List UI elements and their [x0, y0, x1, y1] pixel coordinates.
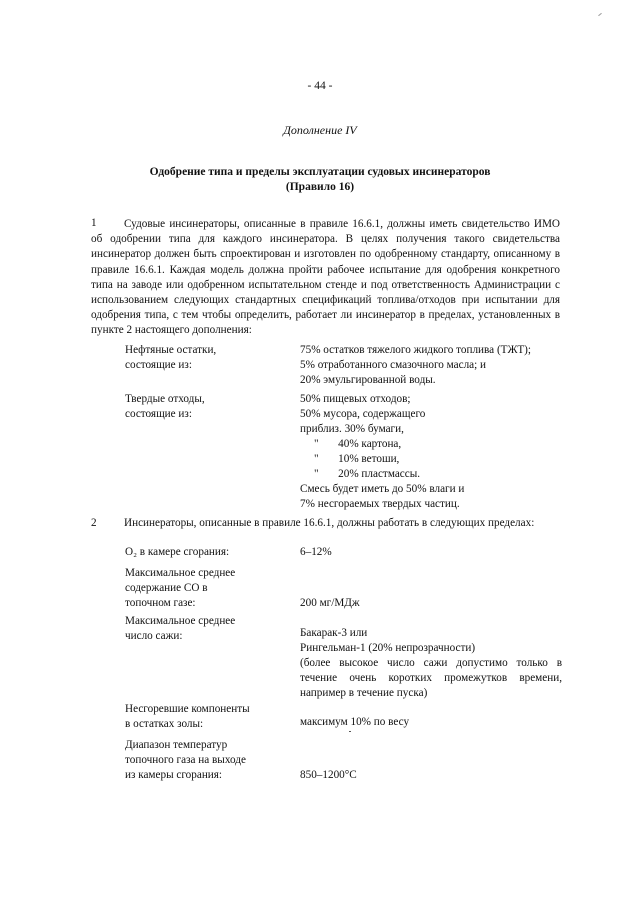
spec-value-line: 50% мусора, содержащего	[300, 408, 426, 420]
scan-mark	[349, 731, 351, 732]
scan-mark	[598, 13, 602, 16]
limit-label-line: в остатках золы:	[125, 718, 204, 730]
title-line-1: Одобрение типа и пределы эксплуатации судовых инсинераторов	[149, 166, 491, 178]
limit-value-temperature: 850–1200°C	[300, 769, 357, 781]
limit-label-line: топочном газе:	[125, 597, 196, 609]
appendix-heading: Дополнение IV	[283, 123, 357, 137]
page-number: - 44 -	[307, 80, 333, 92]
limit-label-line: число сажи:	[125, 630, 183, 642]
limit-label-o2	[125, 545, 290, 560]
limit-label-line: Несгоревшие компоненты	[125, 703, 250, 715]
spec-label-line: Твердые отходы,	[125, 393, 205, 405]
paragraph-1-text: Судовые инсинераторы, описанные в правиле 16.6.1, должны иметь свидетельство ИМО об одобрении типа для каждого инсинератора. В целях получения такого свидетельства инсинератор должен быть спроектирован и изготовлен по одобренному стандарту, описанному в правиле 16.6.1. Каждая модель должна пройти рабочее испытание для одобрения конкретного типа на заводе или одобренном испытательном стенде и под ответственность Администрации с использованием следующих стандартных спецификаций топлива/отходов при испытании для одобрения типа, с тем чтобы определить, работает ли инсинератор в пределах, установленных в пункте 2 настоящего дополнения:	[91, 218, 560, 337]
limit-label-co	[125, 566, 290, 611]
limit-value-unburnt: максимум 10% по весу	[300, 716, 410, 728]
limit-value-soot	[300, 626, 562, 701]
spec-label-solid-waste	[125, 392, 290, 422]
spec-value-oil-residues	[300, 343, 562, 388]
spec-label-line: состоящие из:	[125, 359, 192, 371]
spec-label-oil-residues	[125, 343, 290, 373]
limit-label-line: Максимальное среднее	[125, 567, 236, 579]
limit-label-line: содержание CO в	[125, 582, 208, 594]
paragraph-number-1: 1	[91, 217, 97, 229]
spec-value-solid-waste	[300, 392, 562, 512]
limit-value-o2: 6–12%	[300, 546, 332, 558]
paragraph-number-2: 2	[91, 517, 97, 529]
limit-label-unburnt	[125, 702, 290, 732]
limit-label-line: из камеры сгорания:	[125, 769, 223, 781]
spec-value-line: 50% пищевых отходов;	[300, 393, 411, 405]
spec-value-line: 5% отработанного смазочного масла; и	[300, 359, 487, 371]
spec-value-line: Смесь будет иметь до 50% влаги и	[300, 483, 465, 495]
spec-value-line: 7% несгораемых твердых частиц.	[300, 498, 460, 510]
limit-value-line: Бакарак-3 или	[300, 627, 368, 639]
limit-label-temperature	[125, 738, 290, 783]
spec-label-line: состоящие из:	[125, 408, 192, 420]
limit-label-line: Максимальное среднее	[125, 615, 236, 627]
limit-value-co: 200 мг/МДж	[300, 597, 360, 609]
spec-value-line: 20% эмульгированной воды.	[300, 374, 436, 386]
spec-value-line: " 40% картона,	[300, 438, 402, 450]
spec-value-line: приблиз. 30% бумаги,	[300, 423, 404, 435]
paragraph-2-text: Инсинераторы, описанные в правиле 16.6.1, должны работать в следующих пределах:	[124, 517, 535, 529]
limit-label-line: Диапазон температур	[125, 739, 228, 751]
spec-value-line: " 20% пластмассы.	[300, 468, 421, 480]
spec-label-line: Нефтяные остатки,	[125, 344, 217, 356]
limit-label-soot	[125, 614, 290, 644]
spec-value-line: " 10% ветоши,	[300, 453, 400, 465]
title-line-2: (Правило 16)	[285, 181, 355, 193]
document-title	[0, 165, 640, 195]
limit-label-line: O₂ в камере сгорания:	[125, 546, 230, 558]
limit-value-note: (более высокое число сажи допустимо только в течение очень коротких промежутков времени, например в течение пуска)	[300, 657, 562, 699]
spec-value-line: 75% остатков тяжелого жидкого топлива (ТЖТ);	[300, 344, 532, 356]
limit-label-line: топочного газа на выходе	[125, 754, 246, 766]
limit-value-line: Рингельман-1 (20% непрозрачности)	[300, 642, 476, 654]
